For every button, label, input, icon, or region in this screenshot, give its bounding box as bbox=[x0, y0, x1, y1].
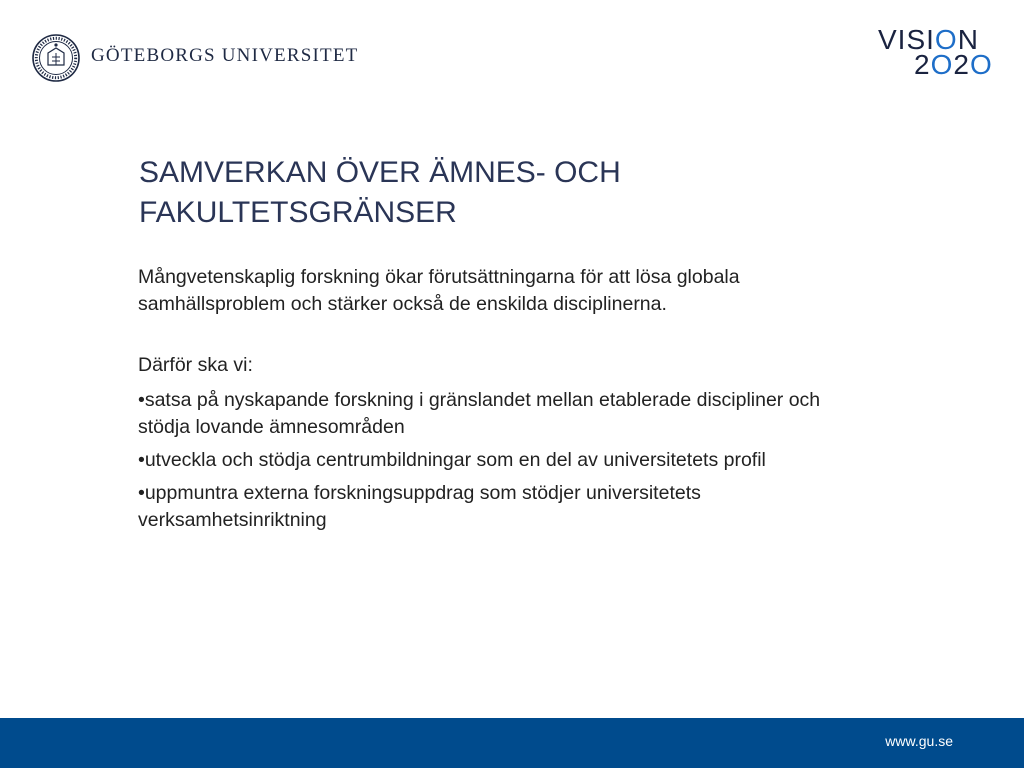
university-name: GÖTEBORGS UNIVERSITET bbox=[91, 45, 359, 66]
lead-text: Därför ska vi: bbox=[138, 354, 253, 376]
footer-bar bbox=[0, 718, 1024, 768]
slide-content bbox=[138, 264, 858, 540]
university-seal-icon bbox=[31, 33, 81, 83]
bullet-item: •uppmuntra externa forskningsuppdrag som stödjer universitetets verksamhetsinriktning bbox=[138, 482, 701, 531]
vision-2020-logo bbox=[878, 26, 1004, 78]
footer-url: www.gu.se bbox=[885, 733, 953, 749]
slide-title: SAMVERKAN ÖVER ÄMNES- OCH FAKULTETSGRÄNSER bbox=[139, 156, 621, 229]
vision-logo-line2: 2O2O bbox=[914, 49, 993, 80]
vision-logo-line1: VISION bbox=[878, 24, 979, 55]
bullet-item: •utveckla och stödja centrumbildningar som en del av universitetets profil bbox=[138, 449, 766, 471]
bullet-item: •satsa på nyskapande forskning i gränslandet mellan etablerade discipliner och stödja lovande ämnesområden bbox=[138, 389, 821, 438]
intro-paragraph: Mångvetenskaplig forskning ökar förutsättningarna för att lösa globala samhällsproblem och stärker också de enskilda disciplinerna. bbox=[138, 266, 740, 315]
